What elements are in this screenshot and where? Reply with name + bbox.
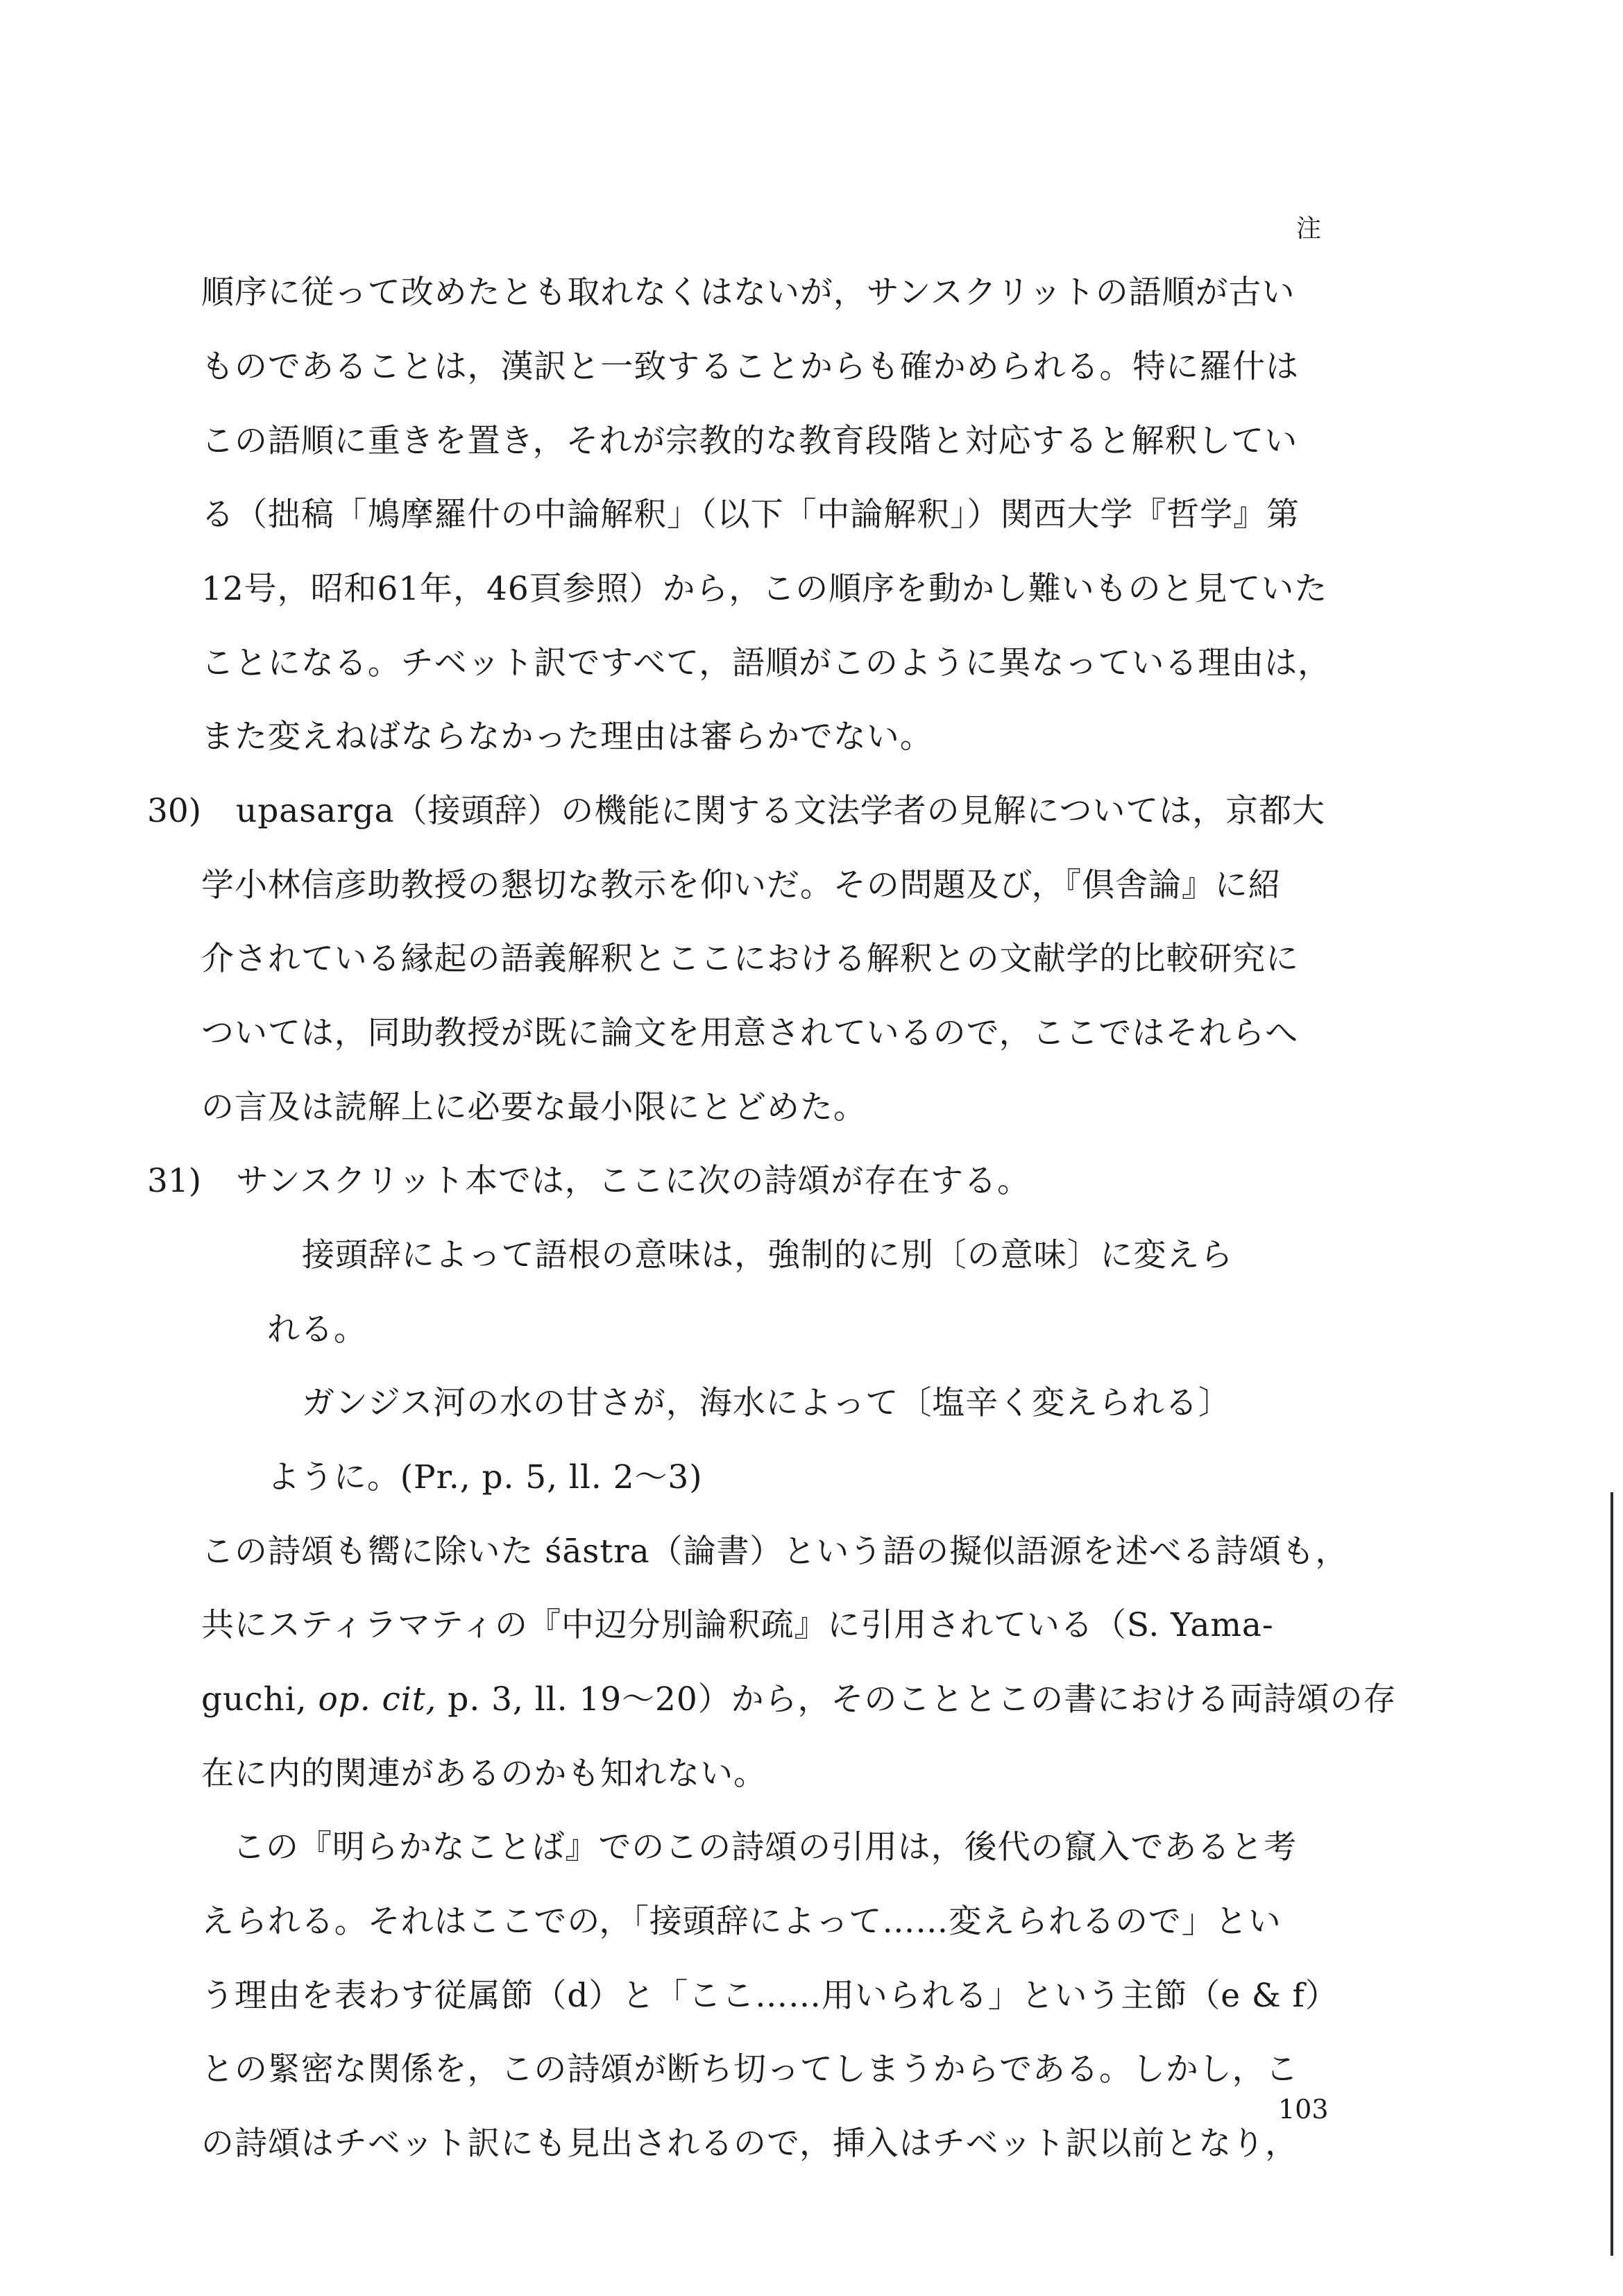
note31-citation-line (201, 1680, 1397, 1719)
citation-author: guchi, (201, 1680, 318, 1719)
citation-op-cit: op. cit, (318, 1680, 437, 1719)
note-number-31: 31) (147, 1162, 202, 1200)
note-number-30: 30) (147, 792, 202, 830)
body-line: この語順に重きを置き，それが宗教的な教育段階と対応すると解釈してい (201, 422, 1298, 460)
body-line: 12号，昭和61年，46頁参照）から，この順序を動かし難いものと見ていた (201, 570, 1328, 608)
paragraph-line: この『明らかなことば』でのこの詩頌の引用は，後代の竄入であると考 (232, 1828, 1298, 1866)
note31-line: 在に内的関連があるのかも知れない。 (201, 1755, 767, 1793)
verse-line: ガンジス河の水の甘さが，海水によって〔塩辛く変えられる〕 (302, 1384, 1232, 1422)
body-line: る（拙稿「鳩摩羅什の中論解釈」（以下「中論解釈」）関西大学『哲学』第 (201, 496, 1300, 534)
note30-line: upasarga（接頭辞）の機能に関する文法学者の見解については，京都大 (236, 792, 1325, 830)
note30-line: 介されている縁起の語義解釈とここにおける解釈との文献学的比較研究に (201, 940, 1300, 978)
verse-line: れる。 (267, 1310, 367, 1349)
note31-line: この詩頌も嚮に除いた śāstra（論書）という語の擬似語源を述べる詩頌も， (201, 1533, 1349, 1571)
body-line: ものであることは，漢訳と一致することからも確かめられる。特に羅什は (201, 348, 1300, 386)
paragraph-line: との緊密な関係を，この詩頌が断ち切ってしまうからである。しかし，こ (201, 2050, 1299, 2088)
note31-line: 共にスティラマティの『中辺分別論釈疏』に引用されている（S. Yama- (201, 1606, 1274, 1644)
paragraph-line: の詩頌はチベット訳にも見出されるので，挿入はチベット訳以前となり， (201, 2125, 1299, 2163)
citation-rest: p. 3, ll. 19～20）から，そのこととこの書における両詩頌の存 (436, 1680, 1397, 1719)
verse-line: ように。(Pr., p. 5, ll. 2～3) (267, 1458, 703, 1496)
running-head: 注 (1296, 214, 1322, 243)
body-line: ことになる。チベット訳ですべて，語順がこのように異なっている理由は， (201, 644, 1332, 682)
verse-line: 接頭辞によって語根の意味は，強制的に別〔の意味〕に変えら (302, 1236, 1234, 1274)
body-line: また変えねばならなかった理由は審らかでない。 (201, 718, 933, 756)
paragraph-line: う理由を表わす従属節（d）と「ここ……用いられる」という主節（e & f） (201, 1977, 1339, 2015)
note30-line: ついては，同助教授が既に論文を用意されているので，ここではそれらへ (201, 1014, 1299, 1052)
paragraph-line: えられる。それはここでの，「接頭辞によって……変えられるので」とい (201, 1902, 1282, 1941)
note31-intro: サンスクリット本では，ここに次の詩頌が存在する。 (236, 1162, 1030, 1200)
scan-edge-line (1611, 1492, 1613, 2256)
note30-line: の言及は読解上に必要な最小限にとどめた。 (201, 1088, 867, 1126)
page-number: 103 (1278, 2094, 1329, 2125)
note30-line: 学小林信彦助教授の懇切な教示を仰いだ。その問題及び，『倶舎論』に紹 (201, 866, 1282, 904)
body-line: 順序に従って改めたとも取れなくはないが，サンスクリットの語順が古い (201, 273, 1295, 312)
